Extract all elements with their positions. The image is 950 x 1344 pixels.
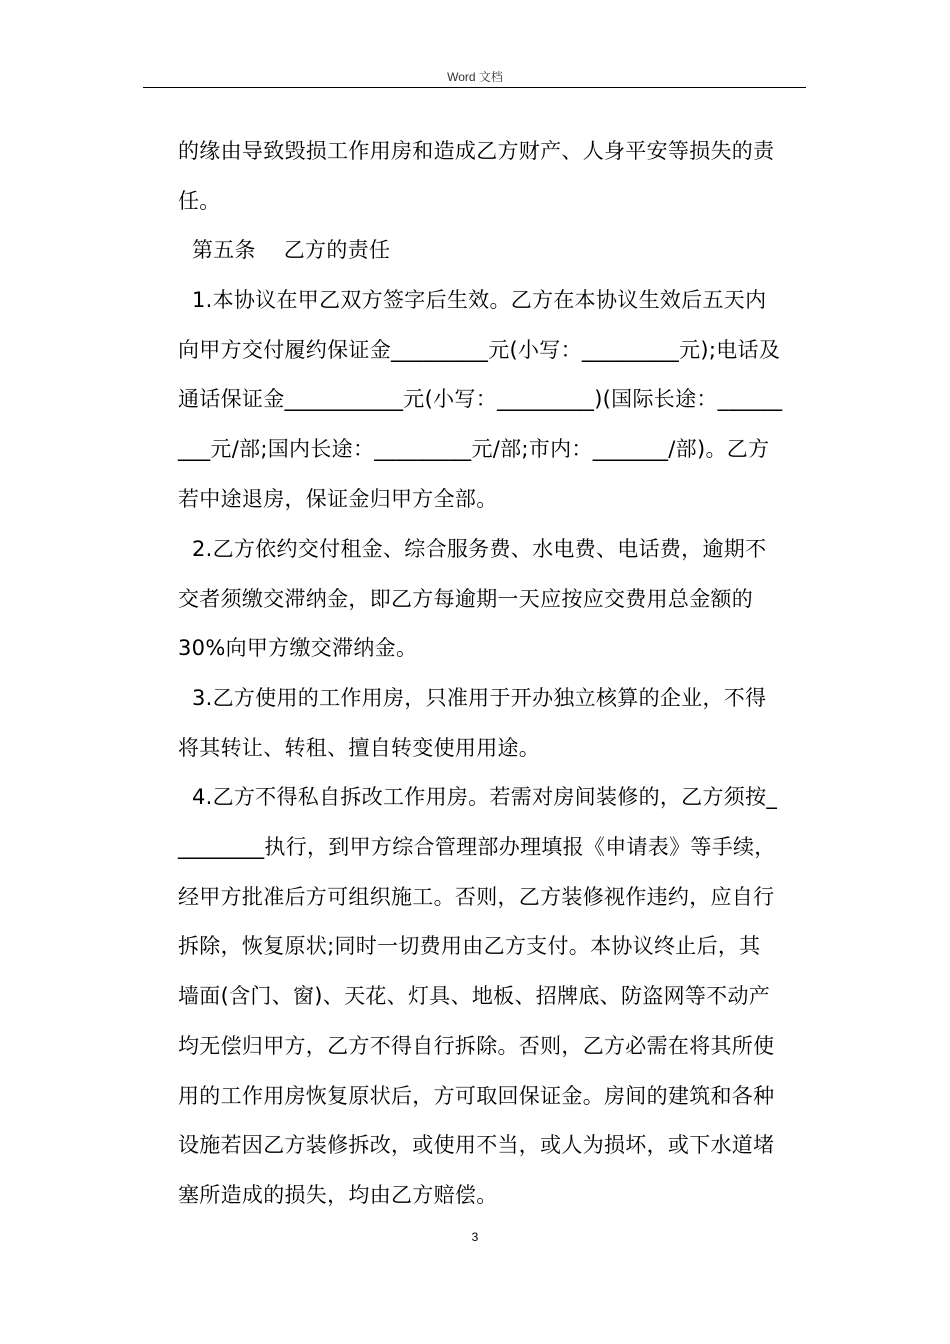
body-line-5: 向甲方交付履约保证金_________元(小写：_________元);电话及: [178, 338, 781, 362]
body-line-16: 经甲方批准后方可组织施工。否则，乙方装修视作违约，应自行: [178, 885, 775, 909]
body-line-10: 交者须缴交滞纳金，即乙方每逾期一天应按应交费用总金额的: [178, 587, 754, 611]
body-line-8: 若中途退房，保证金归甲方全部。: [178, 487, 498, 511]
body-line-6: 通话保证金___________元(小写：_________)(国际长途：______: [178, 387, 783, 411]
page-number: 3: [471, 1230, 479, 1244]
body-line-20: 用的工作用房恢复原状后，方可取回保证金。房间的建筑和各种: [178, 1084, 775, 1108]
body-line-15: ________执行，到甲方综合管理部办理填报《申请表》等手续，: [178, 835, 776, 859]
body-line-14: 4.乙方不得私自拆改工作用房。若需对房间装修的，乙方须按_: [178, 785, 778, 809]
page-header-title: Word 文档: [447, 70, 503, 84]
section-heading-article-5: 第五条 乙方的责任: [178, 238, 391, 262]
header-divider: [143, 87, 806, 88]
body-line-11: 30%向甲方缴交滞纳金。: [178, 636, 418, 660]
body-line-21: 设施若因乙方装修拆改，或使用不当，或人为损坏，或下水道堵: [178, 1133, 775, 1157]
body-line-7: ___元/部;国内长途：_________元/部;市内：_______/部)。乙方: [178, 437, 770, 461]
body-line-22: 塞所造成的损失，均由乙方赔偿。: [178, 1183, 498, 1207]
body-line-13: 将其转让、转租、擅自转变使用用途。: [178, 736, 541, 760]
body-line-2: 任。: [178, 189, 221, 213]
body-line-17: 拆除，恢复原状;同时一切费用由乙方支付。本协议终止后，其: [178, 934, 761, 958]
body-line-9: 2.乙方依约交付租金、综合服务费、水电费、电话费，逾期不: [178, 537, 767, 561]
body-line-18: 墙面(含门、窗)、天花、灯具、地板、招牌底、防盗网等不动产: [178, 984, 771, 1008]
body-line-4: 1.本协议在甲乙双方签字后生效。乙方在本协议生效后五天内: [178, 288, 767, 312]
body-line-1: 的缘由导致毁损工作用房和造成乙方财产、人身平安等损失的责: [178, 139, 775, 163]
body-line-12: 3.乙方使用的工作用房，只准用于开办独立核算的企业，不得: [178, 686, 767, 710]
body-line-19: 均无偿归甲方，乙方不得自行拆除。否则，乙方必需在将其所使: [178, 1034, 775, 1058]
